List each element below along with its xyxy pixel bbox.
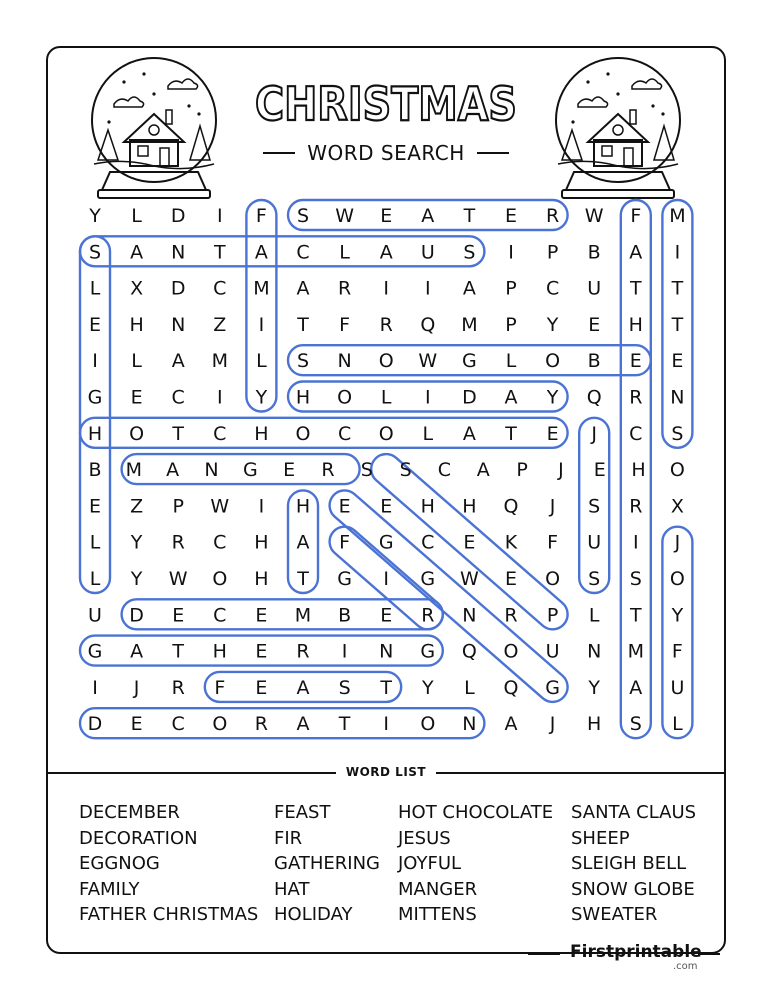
grid-cell[interactable]: N [462, 713, 477, 736]
word-list-item: MITTENS [398, 904, 477, 925]
grid-cell[interactable]: J [549, 713, 556, 736]
grid-cell[interactable]: K [504, 531, 518, 554]
grid-cell[interactable]: W [418, 350, 438, 373]
grid-cell[interactable]: R [337, 277, 352, 300]
grid-cell[interactable]: H [628, 313, 643, 336]
grid-cell[interactable]: A [379, 241, 393, 264]
grid-cell[interactable]: F [214, 676, 226, 699]
grid-cell[interactable]: E [255, 640, 268, 663]
grid-cell[interactable]: I [424, 386, 431, 409]
grid-cell[interactable]: O [378, 422, 394, 445]
grid-cell[interactable]: Q [503, 495, 519, 518]
grid-cell[interactable]: I [383, 713, 390, 736]
grid-cell[interactable]: H [129, 313, 144, 336]
grid-cell[interactable]: A [166, 459, 180, 482]
word-list-column-3 [398, 800, 553, 928]
brand-domain: .com [673, 961, 698, 972]
grid-cell[interactable]: A [462, 277, 476, 300]
grid-cell[interactable]: I [383, 277, 390, 300]
grid-cell[interactable]: E [283, 459, 296, 482]
grid-cell[interactable]: E [629, 350, 642, 373]
grid-cell[interactable]: P [546, 241, 559, 264]
word-list-item: HOLIDAY [274, 904, 353, 925]
grid-cell[interactable]: D [462, 386, 477, 409]
grid-cell[interactable]: T [213, 241, 226, 264]
grid-cell[interactable]: A [421, 205, 435, 227]
grid-cell[interactable]: N [462, 604, 477, 627]
grid-cell[interactable]: C [213, 604, 227, 627]
grid-cell[interactable]: I [383, 568, 390, 590]
grid-cell[interactable]: C [213, 422, 227, 445]
grid-letters [88, 205, 686, 735]
grid-cell[interactable]: E [88, 313, 102, 336]
grid-cell[interactable]: X [670, 495, 684, 518]
grid-cell[interactable]: H [254, 422, 269, 445]
grid-cell[interactable]: E [255, 676, 268, 699]
grid-cell[interactable]: E [463, 531, 476, 554]
grid-cell[interactable]: L [672, 713, 683, 736]
grid-cell[interactable]: A [296, 676, 310, 699]
grid-cell[interactable]: E [380, 495, 393, 518]
grid-cell[interactable]: E [504, 568, 518, 590]
grid-cell[interactable]: H [295, 495, 311, 518]
grid-cell[interactable]: A [296, 713, 310, 736]
grid-cell[interactable]: E [504, 205, 518, 227]
grid-cell[interactable]: E [130, 713, 143, 736]
grid-cell[interactable]: A [504, 386, 518, 409]
grid-cell[interactable]: I [508, 241, 514, 264]
grid-cell[interactable]: N [171, 313, 186, 336]
grid-cell[interactable]: G [337, 568, 352, 590]
grid-cell[interactable]: P [516, 459, 528, 482]
grid-cell[interactable]: I [424, 277, 431, 300]
grid-cell[interactable]: F [547, 531, 559, 554]
grid-cell[interactable]: T [671, 277, 684, 300]
grid-cell[interactable]: J [133, 676, 140, 699]
grid-cell[interactable]: T [629, 277, 642, 300]
word-list-item: DECORATION [79, 827, 198, 849]
grid-cell[interactable]: B [587, 241, 601, 264]
grid-cell[interactable]: I [92, 350, 98, 373]
grid-cell[interactable]: M [669, 205, 686, 227]
word-list-column-4 [571, 800, 696, 928]
grid-cell[interactable]: L [131, 350, 142, 373]
grid-cell[interactable]: U [587, 277, 602, 300]
grid-cell[interactable]: P [505, 277, 517, 300]
grid-cell[interactable]: E [671, 350, 684, 373]
grid-cell[interactable]: Q [503, 676, 519, 699]
grid-cell[interactable]: L [339, 241, 350, 264]
grid-cell[interactable]: U [670, 676, 685, 699]
grid-cell[interactable]: E [172, 604, 185, 627]
grid-cell[interactable]: B [587, 350, 601, 373]
word-list-column-1 [79, 800, 258, 928]
grid-cell[interactable]: I [216, 386, 223, 409]
grid-cell[interactable]: J [674, 531, 681, 554]
grid-cell[interactable]: G [242, 459, 258, 482]
grid-cell[interactable]: L [89, 277, 101, 300]
grid-cell[interactable]: P [505, 313, 517, 336]
grid-cell[interactable]: S [88, 241, 102, 264]
grid-cell[interactable]: D [87, 713, 103, 736]
grid-cell[interactable]: M [211, 350, 229, 373]
grid-cell[interactable]: N [171, 241, 186, 264]
grid-cell[interactable]: S [671, 422, 684, 445]
grid-cell[interactable]: R [545, 205, 560, 227]
grid-cell[interactable]: E [88, 495, 102, 518]
grid-cell[interactable]: S [338, 676, 351, 699]
grid-cell[interactable]: B [338, 604, 352, 627]
grid-cell[interactable]: T [338, 713, 351, 736]
grid-cell[interactable]: M [253, 277, 270, 300]
grid-cell[interactable]: G [420, 568, 436, 590]
word-list-item: FAMILY [79, 878, 140, 900]
word-list-item: SWEATER [571, 904, 658, 925]
grid-cell[interactable]: N [670, 386, 685, 409]
grid-cell[interactable]: M [627, 640, 645, 663]
grid-cell[interactable]: G [462, 350, 477, 373]
grid-cell[interactable]: R [171, 676, 185, 699]
grid-cell[interactable]: I [674, 241, 681, 264]
grid-cell[interactable]: G [545, 676, 560, 699]
grid-cell[interactable]: L [422, 422, 434, 445]
grid-cell[interactable]: O [669, 459, 685, 482]
grid-cell[interactable]: A [462, 422, 476, 445]
grid-cell[interactable]: R [629, 386, 643, 409]
grid-cell[interactable]: R [379, 313, 393, 336]
grid-cell[interactable]: E [546, 422, 559, 445]
grid-cell[interactable]: B [88, 459, 102, 482]
grid-cell[interactable]: H [462, 495, 477, 518]
grid-cell[interactable]: W [460, 568, 479, 590]
grid-cell[interactable]: S [629, 568, 642, 590]
grid-cell[interactable]: I [258, 495, 265, 518]
grid-cell[interactable]: C [171, 713, 185, 736]
grid-cell[interactable]: S [629, 713, 642, 736]
grid-cell[interactable]: H [631, 459, 646, 482]
grid-cell[interactable]: G [87, 386, 103, 409]
grid-cell[interactable]: H [212, 640, 227, 663]
grid-cell[interactable]: T [297, 313, 309, 336]
word-list-item: FIR [274, 827, 303, 849]
grid-cell[interactable]: A [296, 531, 310, 554]
grid-cell[interactable]: L [505, 350, 517, 373]
grid-cell[interactable]: P [546, 604, 559, 627]
grid-cell[interactable]: S [399, 459, 412, 482]
grid-cell[interactable]: U [587, 531, 602, 554]
grid-cell[interactable]: I [216, 205, 223, 227]
grid-cell[interactable]: O [212, 568, 228, 590]
grid-cell[interactable]: L [380, 386, 392, 409]
grid-cell[interactable]: H [254, 568, 269, 590]
word-list-item: SANTA CLAUS [571, 802, 697, 823]
grid-cell[interactable]: R [171, 531, 185, 554]
grid-cell[interactable]: T [505, 422, 517, 445]
found-word-highlight [246, 200, 276, 412]
grid-cell[interactable]: O [212, 713, 228, 736]
word-list-item: JOYFUL [398, 853, 462, 874]
grid-cell[interactable]: I [632, 531, 639, 554]
grid-cell[interactable]: C [213, 277, 227, 300]
grid-cell[interactable]: S [296, 350, 310, 373]
grid-cell[interactable]: I [92, 676, 98, 699]
grid-cell[interactable]: A [171, 350, 185, 373]
grid-cell[interactable]: H [87, 422, 103, 445]
found-word-highlight [662, 527, 692, 739]
grid-cell[interactable]: D [170, 277, 186, 300]
grid-cell[interactable]: S [463, 241, 476, 264]
word-list-item: HOT CHOCOLATE [398, 802, 554, 823]
grid-cell[interactable]: Y [421, 676, 434, 699]
grid-cell[interactable]: R [504, 604, 518, 627]
grid-cell[interactable]: O [545, 568, 561, 590]
grid-cell[interactable]: R [254, 713, 269, 736]
grid-cell[interactable]: F [339, 531, 351, 554]
word-list-item: EGGNOG [79, 853, 160, 874]
grid-cell[interactable]: F [671, 640, 683, 663]
brand-name: Firstprintable [570, 942, 702, 962]
grid-cell[interactable]: A [629, 676, 643, 699]
word-list-item: HAT [274, 878, 310, 900]
grid-cell[interactable]: X [130, 277, 144, 300]
grid-cell[interactable]: C [545, 277, 560, 300]
grid-cell[interactable]: F [630, 205, 642, 227]
grid-cell[interactable]: M [294, 604, 312, 627]
grid-cell[interactable]: C [337, 422, 352, 445]
grid-cell[interactable]: R [296, 640, 310, 663]
grid-cell[interactable]: Z [213, 313, 227, 336]
title-text: CHRISTMAS [255, 77, 517, 131]
grid-cell[interactable]: J [558, 459, 564, 482]
grid-cell[interactable]: I [341, 640, 348, 663]
grid-cell[interactable]: M [461, 313, 478, 336]
grid-cell[interactable]: Q [420, 313, 436, 336]
grid-cell[interactable]: A [254, 241, 268, 264]
grid-cell[interactable]: U [545, 640, 560, 663]
grid-cell[interactable]: A [130, 241, 144, 264]
grid-cell[interactable]: O [420, 713, 436, 736]
grid-cell[interactable]: C [629, 422, 643, 445]
word-list-label: WORD LIST [336, 765, 436, 779]
grid-cell[interactable]: C [171, 386, 185, 409]
grid-cell[interactable]: W [335, 205, 354, 227]
grid-cell[interactable]: A [476, 459, 490, 482]
grid-cell[interactable]: T [297, 568, 309, 590]
grid-cell[interactable]: E [255, 604, 268, 627]
grid-cell[interactable]: R [629, 495, 643, 518]
grid-cell[interactable]: N [204, 459, 219, 482]
grid-cell[interactable]: J [591, 422, 598, 445]
found-word-highlight [323, 484, 573, 708]
grid-cell[interactable]: M [125, 459, 143, 482]
grid-cell[interactable]: W [210, 495, 230, 518]
grid-cell[interactable]: R [321, 459, 335, 482]
grid-cell[interactable]: S [296, 205, 310, 227]
grid-cell[interactable]: R [421, 604, 435, 627]
grid-cell[interactable]: E [593, 459, 606, 482]
brand-logo [560, 942, 710, 976]
grid-cell[interactable]: S [588, 568, 601, 590]
grid-cell[interactable]: Y [255, 386, 268, 409]
grid-cell[interactable]: H [420, 495, 435, 518]
grid-cell[interactable]: C [421, 531, 435, 554]
word-list-item: FEAST [274, 802, 331, 823]
grid-cell[interactable]: O [545, 350, 561, 373]
grid-cell[interactable]: Y [130, 568, 143, 590]
grid-cell[interactable]: G [378, 531, 394, 554]
grid-cell[interactable]: F [255, 205, 267, 227]
grid-cell[interactable]: N [337, 350, 352, 373]
grid-cell[interactable]: L [464, 676, 475, 699]
grid-cell[interactable]: Z [130, 495, 144, 518]
word-list-item: GATHERING [274, 853, 380, 874]
grid-cell[interactable]: L [89, 531, 101, 554]
grid-cell[interactable]: O [295, 422, 311, 445]
grid-cell[interactable]: L [89, 568, 101, 590]
grid-cell[interactable]: L [588, 604, 600, 627]
grid-cell[interactable]: Y [671, 604, 684, 627]
grid-cell[interactable]: G [420, 640, 436, 663]
grid-cell[interactable]: Y [546, 386, 559, 409]
grid-cell[interactable]: O [337, 386, 353, 409]
grid-cell[interactable]: T [463, 205, 476, 227]
grid-cell[interactable]: C [437, 459, 452, 482]
grid-cell[interactable]: W [584, 205, 604, 227]
word-list-item: FATHER CHRISTMAS [79, 904, 259, 925]
grid-cell[interactable]: A [629, 241, 643, 264]
grid-cell[interactable]: T [172, 640, 185, 663]
grid-cell[interactable]: T [671, 313, 684, 336]
grid-cell[interactable]: J [549, 495, 556, 518]
grid-cell[interactable]: A [504, 713, 518, 736]
grid-cell[interactable]: P [172, 495, 184, 518]
grid-cell[interactable]: F [339, 313, 351, 336]
grid-cell[interactable]: E [130, 386, 143, 409]
grid-cell[interactable]: O [378, 350, 394, 373]
grid-cell[interactable]: L [131, 205, 142, 227]
grid-cell[interactable]: H [587, 713, 602, 736]
grid-cell[interactable]: Y [588, 676, 601, 699]
grid-cell[interactable]: N [587, 640, 602, 663]
grid-cell[interactable]: T [629, 604, 642, 627]
grid-cell[interactable]: T [172, 422, 185, 445]
grid-cell[interactable]: Y [130, 531, 143, 554]
grid-cell[interactable]: Q [586, 386, 602, 409]
grid-cell[interactable]: H [254, 531, 269, 554]
grid-cell[interactable]: C [296, 241, 310, 264]
grid-cell[interactable]: U [420, 241, 435, 264]
grid-cell[interactable]: O [669, 568, 685, 590]
grid-cell[interactable]: S [588, 495, 601, 518]
word-list-item: JESUS [398, 827, 451, 849]
grid-cell[interactable]: O [129, 422, 145, 445]
grid-cell[interactable]: E [338, 495, 351, 518]
grid-cell[interactable]: Y [89, 205, 101, 227]
grid-cell[interactable]: G [87, 640, 103, 663]
subtitle-text: WORD SEARCH [307, 141, 465, 165]
found-word-highlight [80, 418, 568, 448]
grid-cell[interactable]: U [88, 604, 102, 627]
grid-cell[interactable]: I [258, 313, 265, 336]
grid-cell[interactable]: N [379, 640, 394, 663]
grid-cell[interactable]: E [588, 313, 601, 336]
grid-cell[interactable]: C [213, 531, 227, 554]
grid-cell[interactable]: L [256, 350, 267, 373]
word-list-item: DECEMBER [79, 802, 180, 823]
grid-cell[interactable]: W [168, 568, 188, 590]
grid-cell[interactable]: T [380, 676, 393, 699]
word-list-item: SNOW GLOBE [571, 878, 695, 900]
grid-cell[interactable]: E [380, 604, 393, 627]
grid-cell[interactable]: D [170, 205, 186, 227]
grid-cell[interactable]: D [129, 604, 144, 627]
grid-cell[interactable]: A [130, 640, 144, 663]
grid-cell[interactable]: Q [461, 640, 477, 663]
word-list-item: MANGER [398, 878, 478, 900]
word-list-item: SHEEP [571, 827, 630, 849]
grid-cell[interactable]: O [503, 640, 519, 663]
grid-cell[interactable]: A [296, 277, 310, 300]
grid-cell[interactable]: E [380, 205, 393, 227]
grid-cell[interactable]: H [295, 386, 311, 409]
word-list-column-2 [274, 800, 380, 928]
grid-cell[interactable]: Y [546, 313, 559, 336]
grid-cell[interactable]: S [360, 459, 373, 482]
word-list-item: SLEIGH BELL [571, 853, 687, 874]
